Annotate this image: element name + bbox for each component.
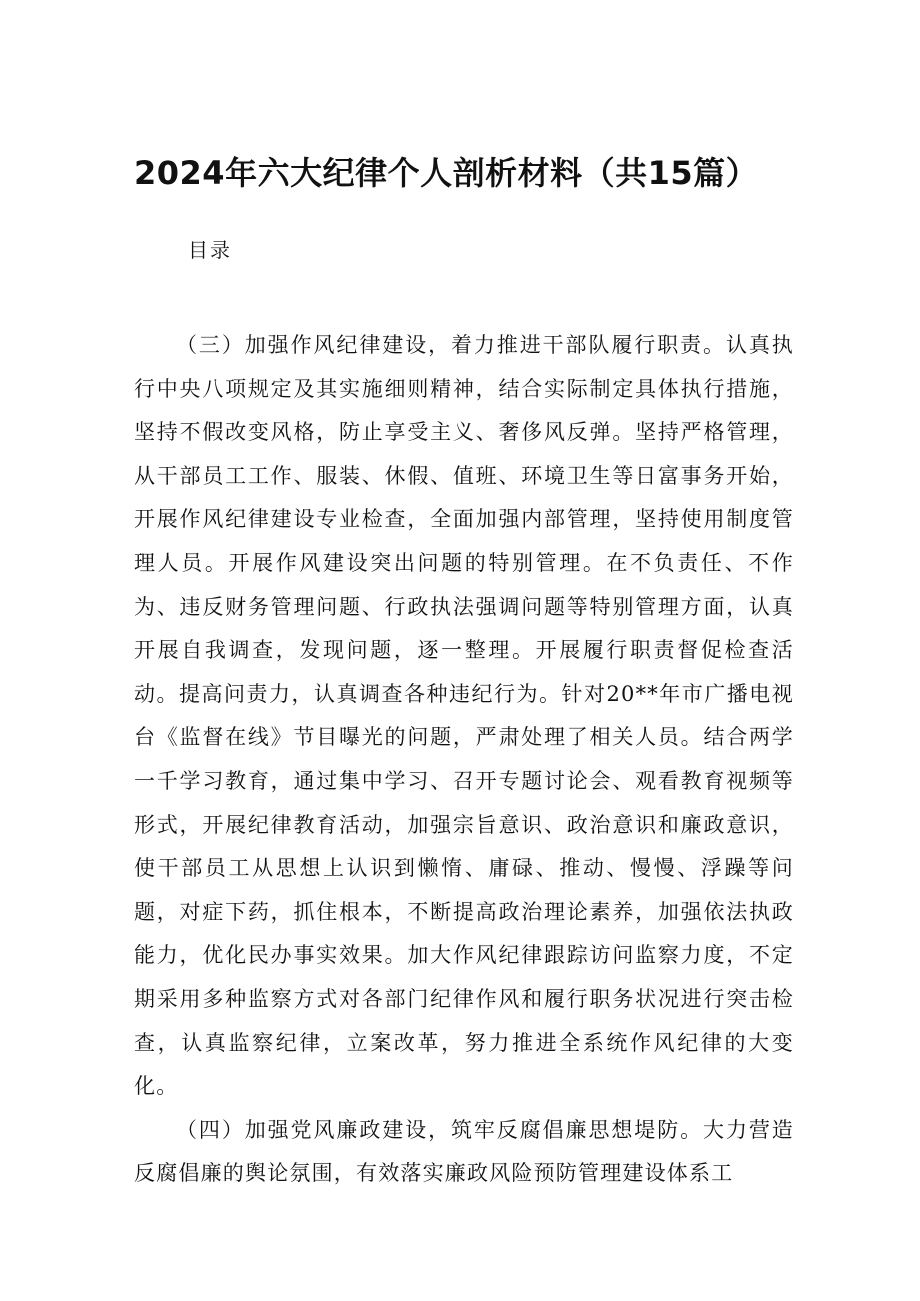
paragraph-discipline-style: （三）加强作风纪律建设，着力推进干部队履行职责。认真执行中央八项规定及其实施细则精神，结合实际制定具体执行措施，坚持不假改变风格，防止享受主义、奢侈风反弹。坚持严格管理，从干部员工工作、服装、休假、值班、环境卫生等日富事务开始，开展作风纪律建设专业检查，全面加强内部管理，坚持使用制度管理人员。开展作风建设突出问题的特别管理。在不负责任、不作为、违反财务管理问题、行政执法强调问题等特别管理方面，认真开展自我调查，发现问题，逐一整理。开展履行职责督促检查活动。提高问责力，认真调查各种违纪行为。针对20**年市广播电视台《监督在线》节目曝光的问题，严肃处理了相关人员。结合两学一千学习教育，通过集中学习、召开专题讨论会、观看教育视频等形式，开展纪律教育活动，加强宗旨意识、政治意识和廉政意识，使干部员工从思想上认识到懒惰、庸碌、推动、慢慢、浮躁等问题，对症下药，抓住根本，不断提高政治理论素养，加强依法执政能力，优化民办事实效果。加大作风纪律跟踪访问监察力度，不定期采用多种监察方式对各部门纪律作风和履行职务状况进行突击检查，认真监察纪律，立案改革，努力推进全系统作风纪律的大变化。 xyxy=(134,333,794,1099)
paragraph-anti-corruption: （四）加强党风廉政建设，筑牢反腐倡廉思想堤防。大力营造反腐倡廉的舆论氛围，有效落实廉政风险预防管理建设体系工 xyxy=(134,1117,794,1186)
document-body xyxy=(134,324,794,1196)
document-title: 2024年六大纪律个人剖析材料（共15篇） xyxy=(134,154,759,192)
table-of-contents-label: 目录 xyxy=(188,238,232,262)
